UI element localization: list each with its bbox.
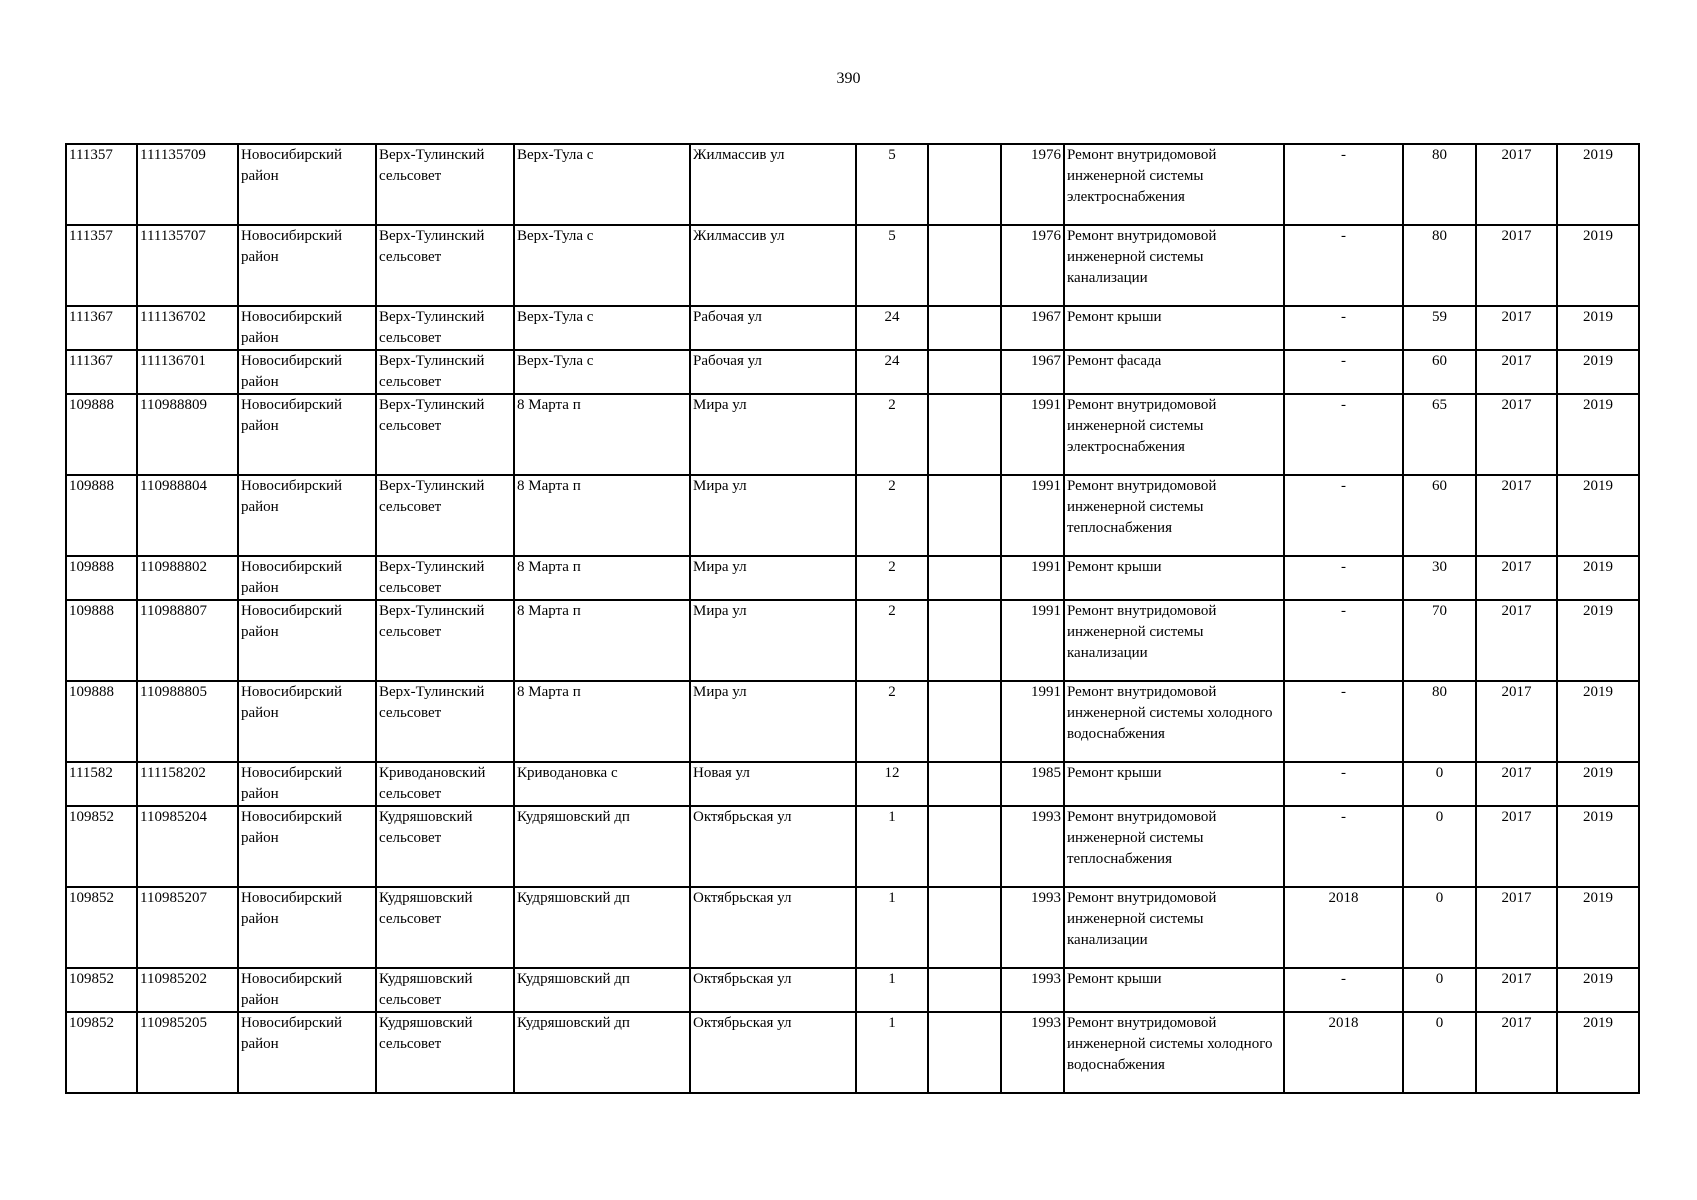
cell-building: [928, 806, 1001, 887]
cell-done-year: -: [1284, 144, 1403, 225]
cell-id: 109888: [66, 556, 137, 600]
cell-done-year: -: [1284, 350, 1403, 394]
cell-plan-to: 2019: [1557, 394, 1639, 475]
cell-plan-from: 2017: [1476, 968, 1557, 1012]
cell-year: 1991: [1001, 681, 1064, 762]
cell-year: 1993: [1001, 806, 1064, 887]
cell-wear: 60: [1403, 350, 1476, 394]
cell-street: Мира ул: [690, 556, 856, 600]
cell-id: 111357: [66, 225, 137, 306]
table-row: [66, 887, 1639, 968]
cell-done-year: -: [1284, 762, 1403, 806]
cell-district: Новосибирский район: [238, 144, 376, 225]
cell-locality: 8 Марта п: [514, 556, 690, 600]
cell-work-type: Ремонт внутридомовой инженерной системы канализации: [1064, 225, 1284, 306]
cell-id: 109888: [66, 394, 137, 475]
cell-work-type: Ремонт крыши: [1064, 968, 1284, 1012]
cell-work-type: Ремонт внутридомовой инженерной системы электроснабжения: [1064, 394, 1284, 475]
cell-work-type: Ремонт внутридомовой инженерной системы холодного водоснабжения: [1064, 681, 1284, 762]
cell-locality: Кудряшовский дп: [514, 968, 690, 1012]
cell-wear: 80: [1403, 225, 1476, 306]
cell-code: 111136701: [137, 350, 238, 394]
cell-plan-from: 2017: [1476, 762, 1557, 806]
cell-year: 1993: [1001, 1012, 1064, 1093]
cell-wear: 80: [1403, 144, 1476, 225]
cell-building: [928, 394, 1001, 475]
cell-house: 24: [856, 350, 928, 394]
cell-locality: 8 Марта п: [514, 681, 690, 762]
cell-building: [928, 600, 1001, 681]
cell-district: Новосибирский район: [238, 600, 376, 681]
cell-id: 109888: [66, 600, 137, 681]
cell-code: 110988802: [137, 556, 238, 600]
cell-locality: Кудряшовский дп: [514, 1012, 690, 1093]
cell-council: Верх-Тулинский сельсовет: [376, 475, 514, 556]
cell-locality: Кудряшовский дп: [514, 887, 690, 968]
table-row: [66, 762, 1639, 806]
cell-street: Мира ул: [690, 600, 856, 681]
cell-plan-from: 2017: [1476, 475, 1557, 556]
cell-plan-from: 2017: [1476, 806, 1557, 887]
cell-plan-to: 2019: [1557, 556, 1639, 600]
cell-house: 2: [856, 600, 928, 681]
cell-year: 1985: [1001, 762, 1064, 806]
cell-council: Кудряшовский сельсовет: [376, 968, 514, 1012]
cell-plan-to: 2019: [1557, 144, 1639, 225]
cell-plan-from: 2017: [1476, 394, 1557, 475]
cell-locality: 8 Марта п: [514, 394, 690, 475]
table-row: [66, 1012, 1639, 1093]
cell-wear: 0: [1403, 1012, 1476, 1093]
cell-plan-to: 2019: [1557, 350, 1639, 394]
cell-district: Новосибирский район: [238, 762, 376, 806]
cell-id: 111582: [66, 762, 137, 806]
cell-plan-to: 2019: [1557, 225, 1639, 306]
cell-plan-from: 2017: [1476, 144, 1557, 225]
cell-building: [928, 1012, 1001, 1093]
cell-council: Кудряшовский сельсовет: [376, 806, 514, 887]
cell-code: 110985204: [137, 806, 238, 887]
cell-plan-from: 2017: [1476, 1012, 1557, 1093]
cell-work-type: Ремонт крыши: [1064, 762, 1284, 806]
cell-locality: Кудряшовский дп: [514, 806, 690, 887]
cell-locality: Верх-Тула с: [514, 144, 690, 225]
cell-plan-from: 2017: [1476, 887, 1557, 968]
cell-building: [928, 225, 1001, 306]
cell-plan-from: 2017: [1476, 681, 1557, 762]
cell-plan-to: 2019: [1557, 1012, 1639, 1093]
cell-house: 24: [856, 306, 928, 350]
cell-building: [928, 306, 1001, 350]
cell-work-type: Ремонт внутридомовой инженерной системы канализации: [1064, 887, 1284, 968]
cell-district: Новосибирский район: [238, 475, 376, 556]
cell-wear: 0: [1403, 968, 1476, 1012]
cell-house: 2: [856, 681, 928, 762]
cell-street: Мира ул: [690, 475, 856, 556]
repair-registry-table: [65, 143, 1640, 1094]
cell-done-year: -: [1284, 600, 1403, 681]
cell-council: Верх-Тулинский сельсовет: [376, 681, 514, 762]
cell-id: 111367: [66, 306, 137, 350]
cell-work-type: Ремонт внутридомовой инженерной системы холодного водоснабжения: [1064, 1012, 1284, 1093]
cell-work-type: Ремонт внутридомовой инженерной системы электроснабжения: [1064, 144, 1284, 225]
cell-year: 1993: [1001, 968, 1064, 1012]
cell-code: 110988805: [137, 681, 238, 762]
cell-done-year: -: [1284, 225, 1403, 306]
cell-plan-to: 2019: [1557, 887, 1639, 968]
cell-plan-to: 2019: [1557, 600, 1639, 681]
cell-wear: 0: [1403, 806, 1476, 887]
cell-work-type: Ремонт фасада: [1064, 350, 1284, 394]
cell-wear: 0: [1403, 762, 1476, 806]
cell-building: [928, 762, 1001, 806]
cell-year: 1967: [1001, 350, 1064, 394]
cell-year: 1991: [1001, 475, 1064, 556]
table-row: [66, 394, 1639, 475]
cell-district: Новосибирский район: [238, 394, 376, 475]
cell-locality: Верх-Тула с: [514, 225, 690, 306]
cell-done-year: -: [1284, 681, 1403, 762]
cell-district: Новосибирский район: [238, 225, 376, 306]
cell-done-year: -: [1284, 556, 1403, 600]
cell-year: 1976: [1001, 144, 1064, 225]
cell-building: [928, 968, 1001, 1012]
cell-district: Новосибирский район: [238, 806, 376, 887]
cell-council: Верх-Тулинский сельсовет: [376, 350, 514, 394]
cell-id: 111357: [66, 144, 137, 225]
cell-work-type: Ремонт внутридомовой инженерной системы теплоснабжения: [1064, 806, 1284, 887]
table-row: [66, 806, 1639, 887]
table-row: [66, 556, 1639, 600]
cell-building: [928, 556, 1001, 600]
cell-plan-from: 2017: [1476, 350, 1557, 394]
cell-street: Октябрьская ул: [690, 968, 856, 1012]
cell-wear: 59: [1403, 306, 1476, 350]
cell-wear: 80: [1403, 681, 1476, 762]
cell-year: 1991: [1001, 600, 1064, 681]
cell-id: 111367: [66, 350, 137, 394]
cell-house: 1: [856, 1012, 928, 1093]
cell-street: Октябрьская ул: [690, 1012, 856, 1093]
cell-plan-to: 2019: [1557, 306, 1639, 350]
cell-code: 110988807: [137, 600, 238, 681]
cell-year: 1993: [1001, 887, 1064, 968]
page-number: 390: [836, 70, 861, 87]
cell-street: Октябрьская ул: [690, 806, 856, 887]
cell-id: 109852: [66, 968, 137, 1012]
table-row: [66, 306, 1639, 350]
table-row: [66, 681, 1639, 762]
cell-year: 1991: [1001, 394, 1064, 475]
cell-building: [928, 887, 1001, 968]
cell-done-year: 2018: [1284, 1012, 1403, 1093]
cell-district: Новосибирский район: [238, 887, 376, 968]
cell-street: Мира ул: [690, 681, 856, 762]
cell-plan-to: 2019: [1557, 806, 1639, 887]
cell-street: Мира ул: [690, 394, 856, 475]
cell-plan-from: 2017: [1476, 556, 1557, 600]
cell-council: Верх-Тулинский сельсовет: [376, 144, 514, 225]
cell-council: Верх-Тулинский сельсовет: [376, 225, 514, 306]
cell-locality: Криводановка с: [514, 762, 690, 806]
cell-house: 2: [856, 556, 928, 600]
cell-house: 12: [856, 762, 928, 806]
cell-building: [928, 681, 1001, 762]
table-body: [66, 144, 1639, 1093]
cell-locality: Верх-Тула с: [514, 350, 690, 394]
cell-wear: 60: [1403, 475, 1476, 556]
cell-building: [928, 475, 1001, 556]
cell-done-year: 2018: [1284, 887, 1403, 968]
table-row: [66, 968, 1639, 1012]
cell-code: 110988809: [137, 394, 238, 475]
cell-building: [928, 350, 1001, 394]
cell-plan-from: 2017: [1476, 225, 1557, 306]
cell-council: Верх-Тулинский сельсовет: [376, 306, 514, 350]
cell-council: Кудряшовский сельсовет: [376, 1012, 514, 1093]
cell-year: 1991: [1001, 556, 1064, 600]
cell-council: Кудряшовский сельсовет: [376, 887, 514, 968]
cell-wear: 30: [1403, 556, 1476, 600]
cell-house: 1: [856, 968, 928, 1012]
cell-plan-to: 2019: [1557, 681, 1639, 762]
cell-code: 110985205: [137, 1012, 238, 1093]
cell-code: 111135707: [137, 225, 238, 306]
cell-building: [928, 144, 1001, 225]
table-row: [66, 600, 1639, 681]
cell-district: Новосибирский район: [238, 968, 376, 1012]
cell-street: Жилмассив ул: [690, 225, 856, 306]
cell-done-year: -: [1284, 475, 1403, 556]
cell-id: 109888: [66, 681, 137, 762]
cell-year: 1976: [1001, 225, 1064, 306]
cell-wear: 0: [1403, 887, 1476, 968]
cell-plan-to: 2019: [1557, 968, 1639, 1012]
cell-locality: Верх-Тула с: [514, 306, 690, 350]
cell-house: 5: [856, 144, 928, 225]
cell-plan-to: 2019: [1557, 475, 1639, 556]
cell-id: 109852: [66, 1012, 137, 1093]
cell-locality: 8 Марта п: [514, 475, 690, 556]
cell-district: Новосибирский район: [238, 350, 376, 394]
cell-work-type: Ремонт внутридомовой инженерной системы теплоснабжения: [1064, 475, 1284, 556]
cell-house: 1: [856, 887, 928, 968]
cell-house: 2: [856, 475, 928, 556]
cell-house: 2: [856, 394, 928, 475]
cell-plan-from: 2017: [1476, 600, 1557, 681]
table-row: [66, 144, 1639, 225]
cell-street: Октябрьская ул: [690, 887, 856, 968]
table-row: [66, 225, 1639, 306]
cell-street: Рабочая ул: [690, 306, 856, 350]
cell-code: 110985202: [137, 968, 238, 1012]
cell-id: 109852: [66, 887, 137, 968]
cell-work-type: Ремонт крыши: [1064, 556, 1284, 600]
cell-house: 1: [856, 806, 928, 887]
cell-street: Рабочая ул: [690, 350, 856, 394]
cell-council: Верх-Тулинский сельсовет: [376, 600, 514, 681]
cell-code: 110985207: [137, 887, 238, 968]
cell-plan-from: 2017: [1476, 306, 1557, 350]
cell-house: 5: [856, 225, 928, 306]
cell-done-year: -: [1284, 306, 1403, 350]
cell-district: Новосибирский район: [238, 306, 376, 350]
cell-work-type: Ремонт внутридомовой инженерной системы канализации: [1064, 600, 1284, 681]
cell-district: Новосибирский район: [238, 681, 376, 762]
cell-code: 110988804: [137, 475, 238, 556]
cell-street: Новая ул: [690, 762, 856, 806]
cell-id: 109852: [66, 806, 137, 887]
cell-district: Новосибирский район: [238, 1012, 376, 1093]
cell-work-type: Ремонт крыши: [1064, 306, 1284, 350]
cell-locality: 8 Марта п: [514, 600, 690, 681]
table-row: [66, 475, 1639, 556]
cell-district: Новосибирский район: [238, 556, 376, 600]
cell-done-year: -: [1284, 806, 1403, 887]
cell-council: Верх-Тулинский сельсовет: [376, 394, 514, 475]
cell-code: 111158202: [137, 762, 238, 806]
cell-code: 111135709: [137, 144, 238, 225]
cell-plan-to: 2019: [1557, 762, 1639, 806]
cell-done-year: -: [1284, 394, 1403, 475]
cell-street: Жилмассив ул: [690, 144, 856, 225]
cell-council: Криводановский сельсовет: [376, 762, 514, 806]
cell-code: 111136702: [137, 306, 238, 350]
cell-council: Верх-Тулинский сельсовет: [376, 556, 514, 600]
cell-wear: 70: [1403, 600, 1476, 681]
cell-done-year: -: [1284, 968, 1403, 1012]
cell-id: 109888: [66, 475, 137, 556]
cell-wear: 65: [1403, 394, 1476, 475]
cell-year: 1967: [1001, 306, 1064, 350]
table-row: [66, 350, 1639, 394]
